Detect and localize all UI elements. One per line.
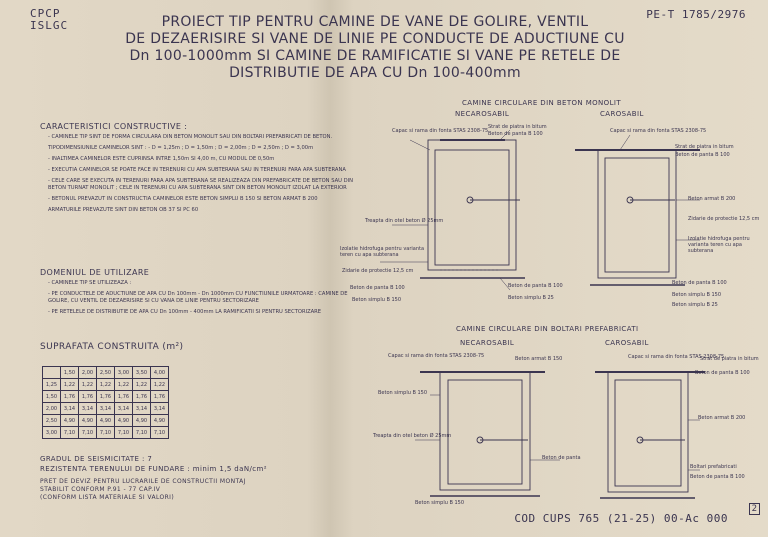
table-cell: 1,50 <box>43 391 61 403</box>
table-cell: 1,22 <box>97 379 115 391</box>
label-carosabil-2: CAROSABIL <box>605 339 649 347</box>
annotation: Beton de panta B 100 <box>350 285 405 291</box>
table-cell: 3,14 <box>79 403 97 415</box>
table-cell: 7,10 <box>115 427 133 439</box>
prefab-title: CAMINE CIRCULARE DIN BOLTARI PREFABRICATI <box>456 325 639 333</box>
annotation: Capac si rama din fonta STAS 2308-75 <box>610 128 707 134</box>
annotation: Beton armat B 200 <box>698 415 746 421</box>
pret-line: PRET DE DEVIZ PENTRU LUCRARILE DE CONSTRUCTII MONTAJ <box>40 478 246 485</box>
annotation: Beton simplu B 150 <box>672 292 722 298</box>
chamber-prefab-carosabil <box>595 372 705 498</box>
table-cell: 2,50 <box>97 367 115 379</box>
table-cell: 1,76 <box>79 391 97 403</box>
annotation: Capac si rama din fonta STAS 2308-75 <box>392 128 489 134</box>
annotation: Beton de panta B 100 <box>675 152 730 158</box>
chamber-monolit-necarosabil <box>420 140 525 278</box>
title-line-2: DE DEZAERISIRE SI VANE DE LINIE PE CONDUCTE DE ADUCTIUNE CU <box>125 31 625 47</box>
project-code: PE-T 1785/2976 <box>646 8 746 21</box>
annotation: Beton de panta B 100 <box>508 283 563 289</box>
utilizare-heading: DOMENIUL DE UTILIZARE <box>40 268 150 277</box>
annotation: Treapta din otel beton Ø 25mm <box>365 218 444 224</box>
annotation: Beton de panta B 100 <box>695 370 750 376</box>
annotation: Beton simplu B 150 <box>415 500 465 506</box>
title-line-1: PROIECT TIP PENTRU CAMINE DE VANE DE GOLIRE, VENTIL <box>161 14 589 30</box>
table-cell: 7,10 <box>97 427 115 439</box>
annotation: Capac si rama din fonta STAS 2308-75 <box>628 354 725 360</box>
annotation: Izolatie hidrofuga pentru varianta teren cu apa subterana <box>688 236 750 254</box>
table-cell: 1,22 <box>133 379 151 391</box>
label-necarosabil: NECAROSABIL <box>455 110 510 118</box>
title-line-3: Dn 100-1000mm SI CAMINE DE RAMIFICATIE SI VANE PE RETELE DE <box>129 48 621 64</box>
table-cell: 4,90 <box>133 415 151 427</box>
chamber-monolit-carosabil <box>575 150 700 285</box>
table-cell: 4,90 <box>61 415 79 427</box>
annotation: Strat de piatra in bitum <box>700 356 759 362</box>
table-cell: 1,22 <box>79 379 97 391</box>
caracteristici-heading: CARACTERISTICI CONSTRUCTIVE : <box>40 122 188 131</box>
seismic-text: GRADUL DE SEISMICITATE : 7 <box>40 455 153 463</box>
table-cell: 1,76 <box>151 391 169 403</box>
annotation: Beton de panta B 100 <box>672 280 727 286</box>
annotation: Beton armat B 150 <box>515 356 563 362</box>
annotation: Beton de panta B 100 <box>488 131 543 137</box>
note-item: - CELE CARE SE EXECUTA IN TERENURI FARA APA SUBTERANA SE REALIZEAZA DIN PREFABRICATE DE BETON SAU DIN BETON TURNAT MONOLIT ; CELE IN TERENURI CU APA SUBTERANA SINT DIN BETON MONOLIT IZOLAT LA EXTERIOR <box>48 178 354 191</box>
table-cell: 4,90 <box>115 415 133 427</box>
table-cell: 2,50 <box>43 415 61 427</box>
annotation: Izolatie hidrofuga pentru varianta teren cu apa subterana <box>340 246 425 258</box>
rezistenta-text: REZISTENTA TERENULUI DE FUNDARE : minim 1,5 daN/cm² <box>40 465 267 473</box>
page-number: 2 <box>749 503 760 515</box>
table-cell: 1,76 <box>133 391 151 403</box>
title-line-4: DISTRIBUTIE DE APA CU Dn 100-400mm <box>229 65 521 81</box>
org-line-1: CPCP <box>30 7 61 20</box>
table-cell: 4,00 <box>151 367 169 379</box>
table-cell: 3,14 <box>133 403 151 415</box>
table-cell: 1,76 <box>115 391 133 403</box>
note-item: - PE RETELELE DE DISTRIBUTIE DE APA CU Dn 100mm - 400mm LA RAMIFICATII SI PENTRU SECTORIZARE <box>48 309 322 315</box>
note-item: - CAMINELE TIP SINT DE FORMA CIRCULARA DIN BETON MONOLIT SAU DIN BOLTARI PREFABRICATI DE BETON. <box>48 134 333 140</box>
table-cell: 1,22 <box>151 379 169 391</box>
table-cell: 3,14 <box>97 403 115 415</box>
note-item: - CAMINELE TIP SE UTILIZEAZA : <box>48 280 132 286</box>
note-item: ARMATURILE PREVAZUTE SINT DIN BETON OB 37 SI PC 60 <box>48 207 199 213</box>
annotation: Beton simplu B 25 <box>672 302 718 308</box>
note-item: TIPODIMENSIUNILE CAMINELOR SINT : - D = 1,25m ; D = 1,50m ; D = 2,00m ; D = 2,50m ; D = 3,00m <box>48 145 314 151</box>
table-cell: 1,50 <box>61 367 79 379</box>
annotation: Beton simplu B 150 <box>352 297 402 303</box>
table-cell: 3,14 <box>115 403 133 415</box>
table-cell: 2,00 <box>79 367 97 379</box>
table-cell: 1,76 <box>97 391 115 403</box>
annotation: Zidarie de protectie 12,5 cm <box>342 268 414 274</box>
table-cell: 7,10 <box>151 427 169 439</box>
table-cell: 7,10 <box>79 427 97 439</box>
table-cell: 7,10 <box>61 427 79 439</box>
table-cell: 7,10 <box>133 427 151 439</box>
pret-line: STABILIT CONFORM P.91 - 77 CAP.IV <box>40 486 161 493</box>
table-cell: 1,22 <box>115 379 133 391</box>
monolit-title: CAMINE CIRCULARE DIN BETON MONOLIT <box>462 99 622 107</box>
note-item: - BETONUL PREVAZUT IN CONSTRUCTIA CAMINELOR ESTE BETON SIMPLU B 150 SI BETON ARMAT B 200 <box>48 196 318 202</box>
note-item: - INALTIMEA CAMINELOR ESTE CUPRINSA INTRE 1,50m SI 4,00 m, CU MODUL DE 0,50m <box>48 156 275 162</box>
annotation: Strat de piatra in bitum <box>488 124 547 130</box>
table-cell: 3,00 <box>115 367 133 379</box>
table-cell: 3,00 <box>43 427 61 439</box>
table-cell: 3,14 <box>61 403 79 415</box>
table-cell: 3,50 <box>133 367 151 379</box>
label-carosabil: CAROSABIL <box>600 110 644 118</box>
note-item: - EXECUTIA CAMINELOR SE POATE FACE IN TERENURI CU APA SUBTERANA SAU IN TERENURI FARA APA SUBTERANA <box>48 167 346 173</box>
annotation: Zidarie de protectie 12,5 cm <box>688 216 760 222</box>
table-cell: 3,14 <box>151 403 169 415</box>
table-cell: 4,90 <box>97 415 115 427</box>
annotation: Strat de piatra in bitum <box>675 144 734 150</box>
org-line-2: ISLGC <box>30 19 69 32</box>
note-item: - PE CONDUCTELE DE ADUCTIUNE DE APA CU Dn 100mm - Dn 1000mm CU FUNCTIUNILE URMATOARE : CAMINE DE GOLIRE, CU VENTIL DE DEZAERISIRE SI CU VANA DE LINIE PENTRU SECTORIZARE <box>48 291 348 304</box>
annotation: Beton simplu B 25 <box>508 295 554 301</box>
table-cell: 4,90 <box>79 415 97 427</box>
table-cell: 1,76 <box>61 391 79 403</box>
cod-cups: COD CUPS 765 (21-25) 00-Ac 000 <box>514 512 728 525</box>
annotation: Beton simplu B 150 <box>378 390 428 396</box>
table-cell: 1,25 <box>43 379 61 391</box>
annotation: Boltari prefabricati <box>690 464 737 470</box>
table-cell: 2,00 <box>43 403 61 415</box>
annotation: Treapta din otel beton Ø 25mm <box>373 433 452 439</box>
annotation: Capac si rama din fonta STAS 2308-75 <box>388 353 485 359</box>
suprafata-heading: SUPRAFATA CONSTRUITA (m²) <box>40 342 184 352</box>
annotation: Beton de panta <box>542 455 581 461</box>
table-cell: 1,22 <box>61 379 79 391</box>
annotation: Beton armat B 200 <box>688 196 736 202</box>
pret-line: (CONFORM LISTA MATERIALE SI VALORI) <box>40 494 175 501</box>
annotation: Beton de panta B 100 <box>690 474 745 480</box>
table-cell: 4,90 <box>151 415 169 427</box>
label-necarosabil-2: NECAROSABIL <box>460 339 515 347</box>
